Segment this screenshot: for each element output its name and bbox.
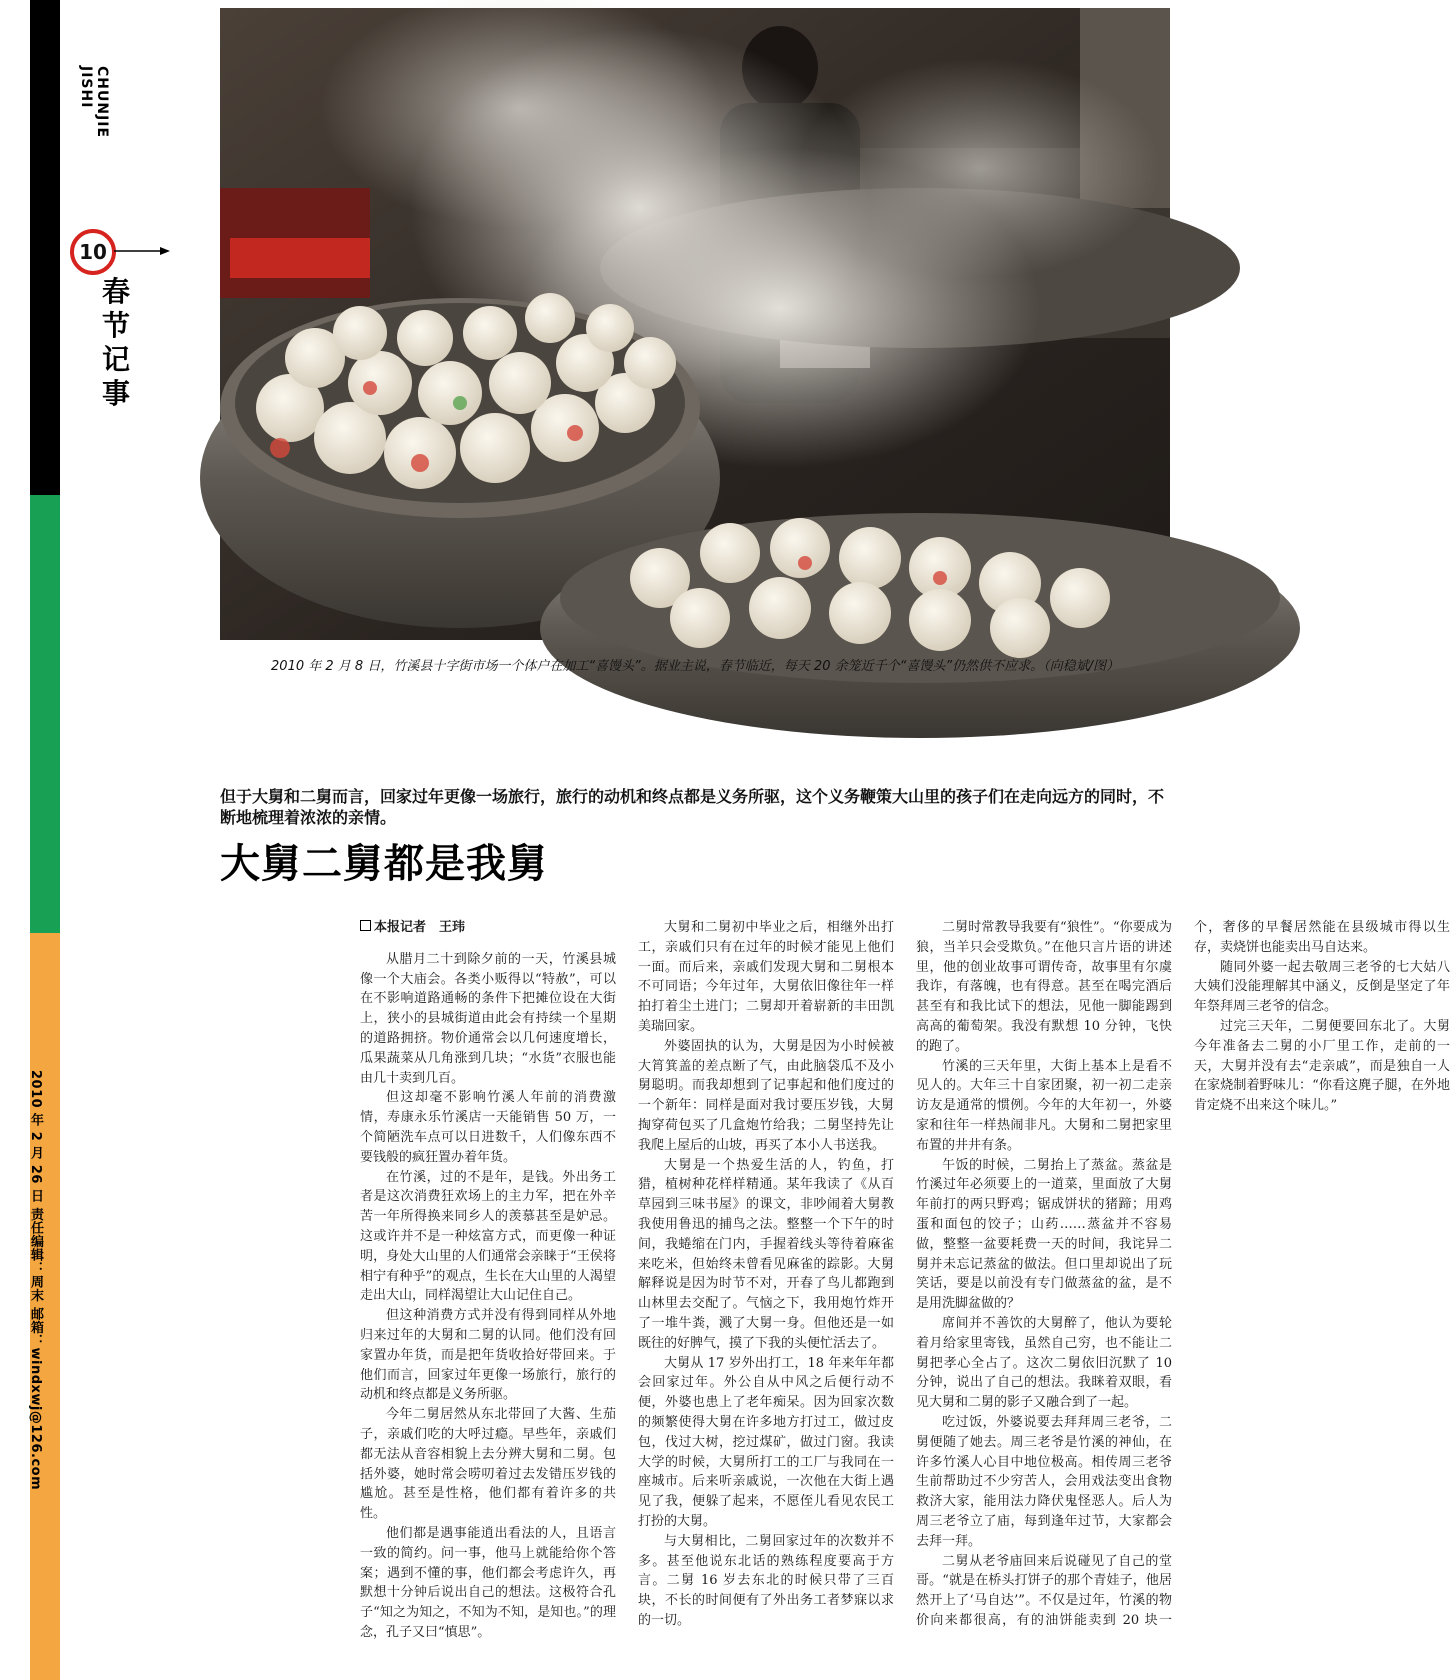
paragraph: 过完三天年，二舅便要回东北了。大舅今年准备去二舅的小厂里工作，走前的一天，大舅并没有去“走亲戚”，而是独自一人在家烧制着野味儿：“你看这麂子腿，在外地肯定烧不出来这个味儿。” [1194,1018,1450,1114]
paragraph: 在竹溪，过的不是年，是钱。外出务工者是这次消费狂欢场上的主力军，把在外辛苦一年所得换来同乡人的羡慕甚至是妒忌。这或许并不是一种炫富方式，而更像一种证明，身处大山里的人们通常会亲睐于“王侯将相宁有种乎”的观点，生长在大山里的人渴望走出大山，同样渴望让大山记住自己。 [360,1169,616,1304]
paragraph: 他们都是遇事能逍出看法的人，且语言一致的简约。问一事，他马上就能给你个答案；遇到不懂的事，他们都会考虑许久，再默想十分钟后说出自己的想法。这极符合孔子“知之为知之，不知为不知，是知也。”的理念，孔子又曰“慎思”。 [360,1525,616,1640]
paragraph: 午饭的时候，二舅抬上了蒸盆。蒸盆是竹溪过年必须要上的一道菜，里面放了大舅年前打的两只野鸡；锯成饼状的猪蹄；用鸡蛋和面包的饺子；山药……蒸盆并不容易做，整整一盆要耗费一天的时间，我诧异二舅并未忘记蒸盆的做法。但口里却说出了玩笑话，要是以前没有专门做蒸盆的盆，是不是用洗脚盆做的？ [916,1157,1172,1312]
byline [360,918,616,938]
section-pinyin [78,66,110,138]
paragraph: 大舅从 17 岁外出打工，18 年来年年都会回家过年。外公自从中风之后便行动不便，外婆也患上了老年痴呆。因为回家次数的频繁使得大舅在许多地方打过工，做过皮包，伐过大树，挖过煤矿，做过门窗。我读大学的时候，大舅所打工的工厂与我同在一座城市。后来听亲戚说，一次他在大街上遇见了我，便躲了起来，不愿侄儿看见农民工打扮的大舅。 [638,1355,894,1529]
section-pinyin-1: CHUNJIE [94,66,110,139]
photo-illustration [220,8,1170,640]
paragraph: 从腊月二十到除夕前的一天，竹溪县城像一个大庙会。各类小贩得以“特赦”，可以在不影响道路通畅的条件下把摊位设在大街上，狭小的县城街道由此会有持续一个星期的道路拥挤。物价通常会以几何速度增长，瓜果蔬菜从几角涨到几块；“水货”衣服也能由几十卖到几百。 [360,951,616,1086]
paragraph: 但这种消费方式并没有得到同样从外地归来过年的大舅和二舅的认同。他们没有回家置办年货，而是把年货收拾好带回来。于他们而言，回家过年更像一场旅行，旅行的动机和终点都是义务所驱。 [360,1308,616,1403]
article-deck: 但于大舅和二舅而言，回家过年更像一场旅行，旅行的动机和终点都是义务所驱，这个义务鞭策大山里的孩子们在走向远方的同时，不断地梳理着浓浓的亲情。 [220,787,1165,827]
paragraph: 二舅时常教导我要有“狼性”。“你要成为狼，当羊只会受欺负。”在他只言片语的讲述里，他的创业故事可谓传奇，故事里有尔虞我诈，有落魄，也有得意。甚至在喝完酒后甚至有和我比试下的想法，见他一脚能踢到高高的葡萄架。我没有默想 10 分钟，飞快的跑了。 [916,920,1172,1054]
dateline: 2010 年 2 月 26 日 责任编辑：周末 邮箱：windxwj@126.com [28,1070,43,1491]
paragraph: 吃过饭，外婆说要去拜拜周三老爷，二舅便随了她去。周三老爷是竹溪的神仙，在许多竹溪人心目中地位极高。相传周三老爷生前帮助过不少穷苦人，会用戏法变出食物救济大家，能用法力降伏鬼怪恶人。后人为周三老爷立了庙，每到逢年过节，大家都会去拜一拜。 [916,1414,1172,1549]
photo-caption: 2010 年 2 月 8 日，竹溪县十字街市场一个体户在加工“喜馒头”。据业主说，春节临近，每天 20 余笼近千个“喜馒头”仍然供不应求。（向稳斌/图） [271,659,1119,674]
byline-text: 本报记者 王玮 [374,920,466,935]
paragraph: 竹溪的三天年里，大街上基本上是看不见人的。大年三十自家团聚，初一初二走亲访友是通常的惯例。今年的大年初一，外婆家和往年一样热闹非凡。大舅和二舅把家里布置的井井有条。 [916,1058,1172,1153]
section-pinyin-2: JISHI [78,66,94,109]
photo-steamed-buns [220,8,1170,640]
arrow-right-icon [114,247,170,255]
section-title: 春节记事 [102,275,131,410]
paragraph: 今年二舅居然从东北带回了大酱、生茄子，亲戚们吃的大呼过瘾。早些年，亲戚们都无法从音容相貌上去分辨大舅和二舅。包括外婆，她时常会唠叨着过去发错压岁钱的尴尬。甚至是性格，他们都有着许多的共性。 [360,1407,616,1522]
paragraph: 大舅和二舅初中毕业之后，相继外出打工，亲戚们只有在过年的时候才能见上他们一面。而后来，亲戚们发现大舅和二舅根本不可同语；今年过年，大舅依旧像往年一样拍打着尘土进门；二舅却开着崭新的丰田凯美瑞回家。 [638,920,894,1034]
article-headline: 大舅二舅都是我舅 [220,841,548,887]
paragraph: 二舅从老爷庙回来后说碰见了自己的堂哥。“就是在桥头打饼子的那个青娃子，他居然开上了‘马自达’”。不仅是过年，竹溪的物价向来都很高，有的油饼能卖到 20 块一个，奢侈的早餐居然能在县级城市得以生存，卖烧饼也能卖出马自达来。 [916,920,1450,1628]
page-number: 10 [79,240,107,264]
byline-box-icon [360,920,371,931]
paragraph: 大舅是一个热爱生活的人，钓鱼，打猎，植树种花样样精通。某年我读了《从百草园到三味书屋》的课文，非吵闹着大舅教我使用鲁迅的捕鸟之法。整整一个下午的时间，我蜷缩在门内，手握着线头等待着麻雀来吃米，但始终未曾看见麻雀的踪影。大舅解释说是因为时节不对，开春了鸟儿都跑到山林里去交配了。气恼之下，我用炮竹炸开了一堆牛粪，溅了大舅一身。但他还是一如既往的好脾气，摸了下我的头便忙活去了。 [638,1157,894,1351]
page-number-badge [70,229,116,275]
article-body [360,918,1450,1670]
paragraph: 与大舅相比，二舅回家过年的次数并不多。甚至他说东北话的熟练程度要高于方言。二舅 16 岁去东北的时候只带了三百块，不长的时间便有了外出务工者梦寐以求的一切。 [638,1533,894,1628]
paragraph: 但这却毫不影响竹溪人年前的消费激情，寿康永乐竹溪店一天能销售 50 万，一个简陋洗车点可以日进数千，人们像东西不要钱般的疯狂置办着年货。 [360,1090,616,1165]
paragraph: 随同外婆一起去敬周三老爷的七大姑八大姨们没能理解其中涵义，反倒是坚定了年年祭拜周三老爷的信念。 [1194,959,1450,1015]
spine-green-band [30,495,60,933]
paragraph: 席间并不善饮的大舅醉了，他认为要轮着月给家里寄钱，虽然自己穷，也不能让二舅把孝心全占了。这次二舅依旧沉默了 10 分钟，说出了自己的想法。我眯着双眼，看见大舅和二舅的影子又融合到了一起。 [916,1315,1172,1411]
spine-black-band [30,0,60,495]
paragraph: 外婆固执的认为，大舅是因为小时候被大筲箕盖的差点断了气，由此脑袋瓜不及小舅聪明。而我却想到了记事起和他们度过的一个新年：同样是面对我讨要压岁钱，大舅掏穿荷包买了几盒炮竹给我；二舅坚持先让我爬上屋后的山坡，再买了本小人书送我。 [638,1038,894,1153]
